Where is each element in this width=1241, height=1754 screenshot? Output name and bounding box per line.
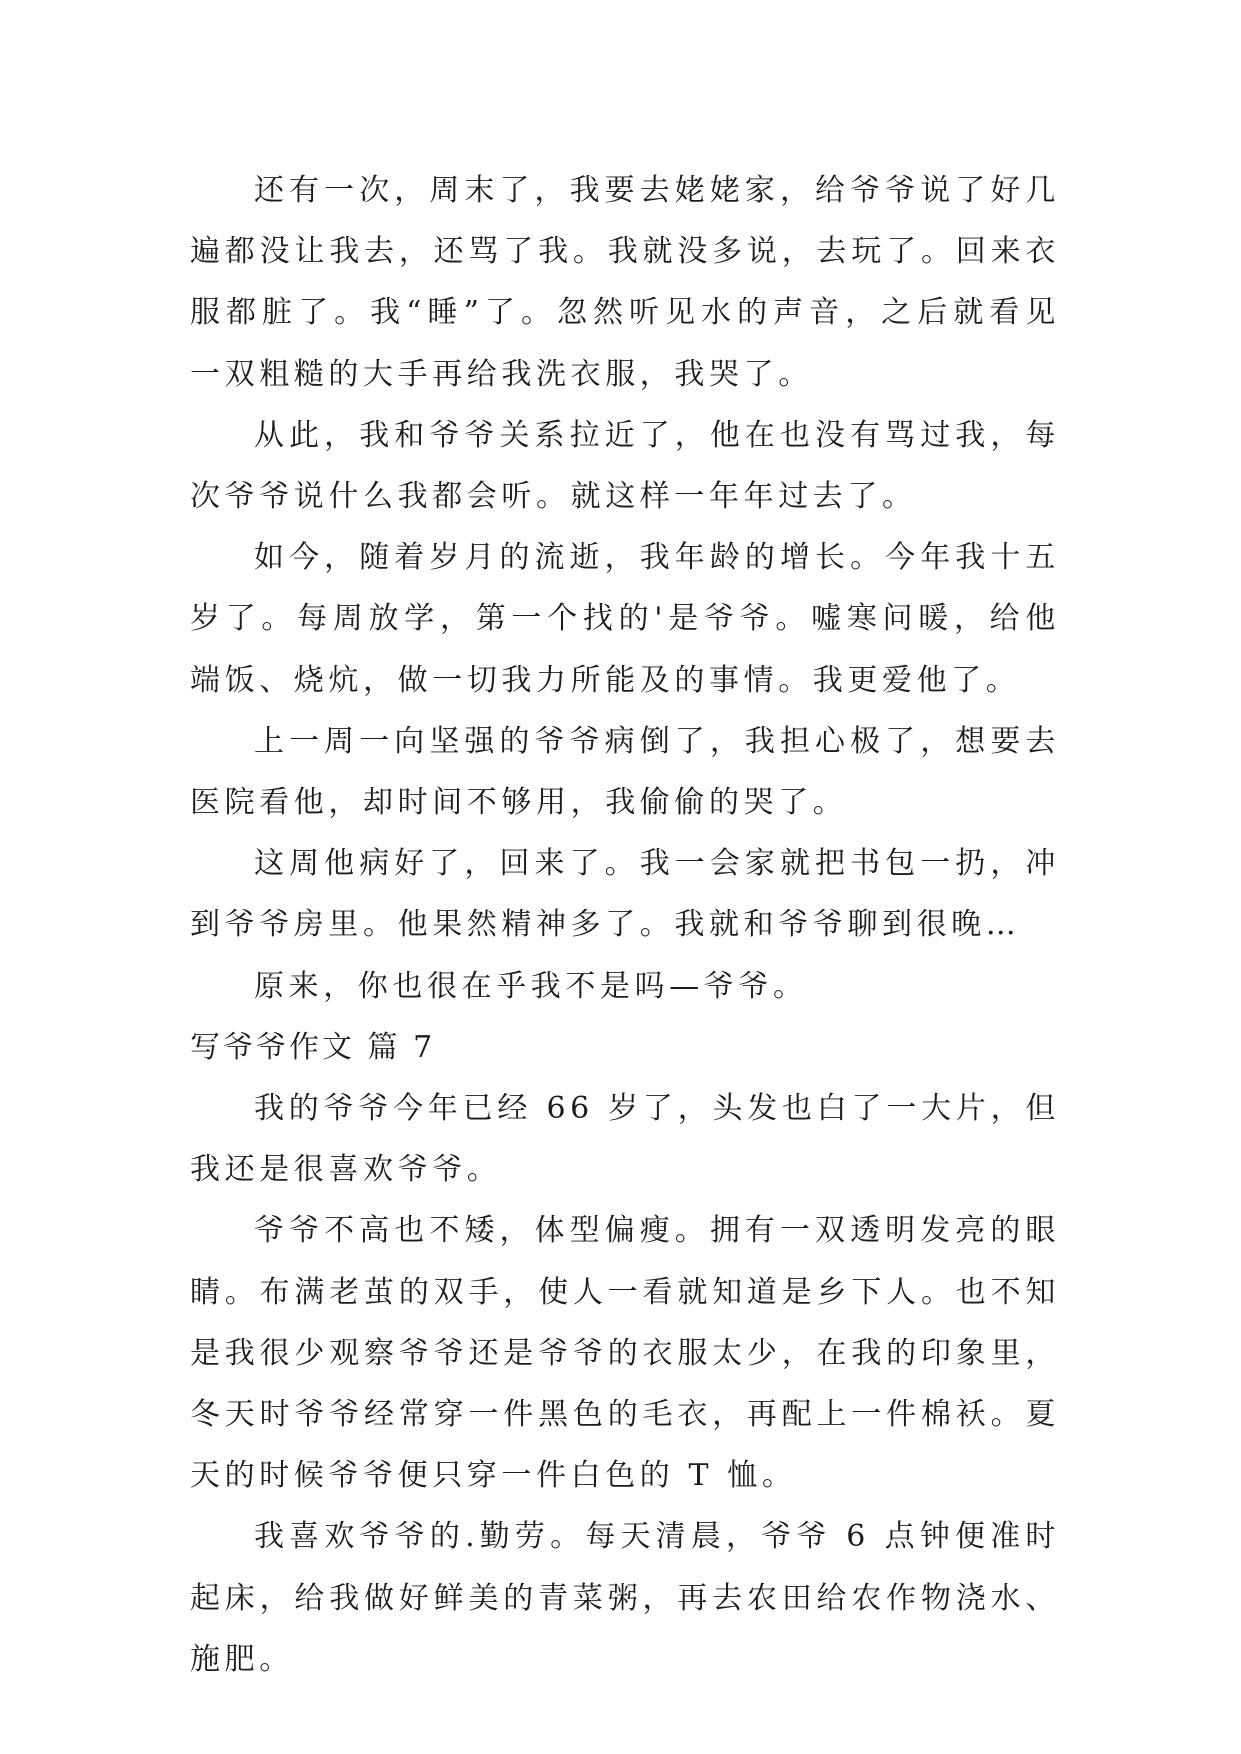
paragraph: 这周他病好了，回来了。我一会家就把书包一扔，冲到爷爷房里。他果然精神多了。我就和爷爷聊到很晚… — [190, 846, 1060, 943]
paragraph: 如今，随着岁月的流逝，我年龄的增长。今年我十五岁了。每周放学，第一个找的'是爷爷。嘘寒问暖，给他端饭、烧炕，做一切我力所能及的事情。我更爱他了。 — [190, 540, 1060, 698]
paragraph: 还有一次，周末了，我要去姥姥家，给爷爷说了好几遍都没让我去，还骂了我。我就没多说，去玩了。回来衣服都脏了。我“睡”了。忽然听见水的声音，之后就看见一双粗糙的大手再给我洗衣服，我哭了。 — [190, 173, 1060, 392]
paragraph: 爷爷不高也不矮，体型偏瘦。拥有一双透明发亮的眼睛。布满老茧的双手，使人一看就知道是乡下人。也不知是我很少观察爷爷还是爷爷的衣服太少，在我的印象里，冬天时爷爷经常穿一件黑色的毛衣，再配上一件棉袄。夏天的时候爷爷便只穿一件白色的 T 恤。 — [190, 1213, 1060, 1494]
paragraph: 从此，我和爷爷关系拉近了，他在也没有骂过我，每次爷爷说什么我都会听。就这样一年年过去了。 — [190, 417, 1060, 515]
paragraph: 我的爷爷今年已经 66 岁了，头发也白了一大片，但我还是很喜欢爷爷。 — [190, 1091, 1060, 1188]
paragraph: 我喜欢爷爷的.勤劳。每天清晨，爷爷 6 点钟便准时起床，给我做好鲜美的青菜粥，再去农田给农作物浇水、施肥。 — [190, 1519, 1060, 1677]
section-heading: 写爷爷作文 篇 7 — [190, 1029, 436, 1065]
paragraph: 原来，你也很在乎我不是吗—爷爷。 — [254, 968, 808, 1004]
paragraph: 上一周一向坚强的爷爷病倒了，我担心极了，想要去医院看他，却时间不够用，我偷偷的哭了。 — [190, 723, 1060, 821]
document-body — [190, 160, 1060, 1690]
